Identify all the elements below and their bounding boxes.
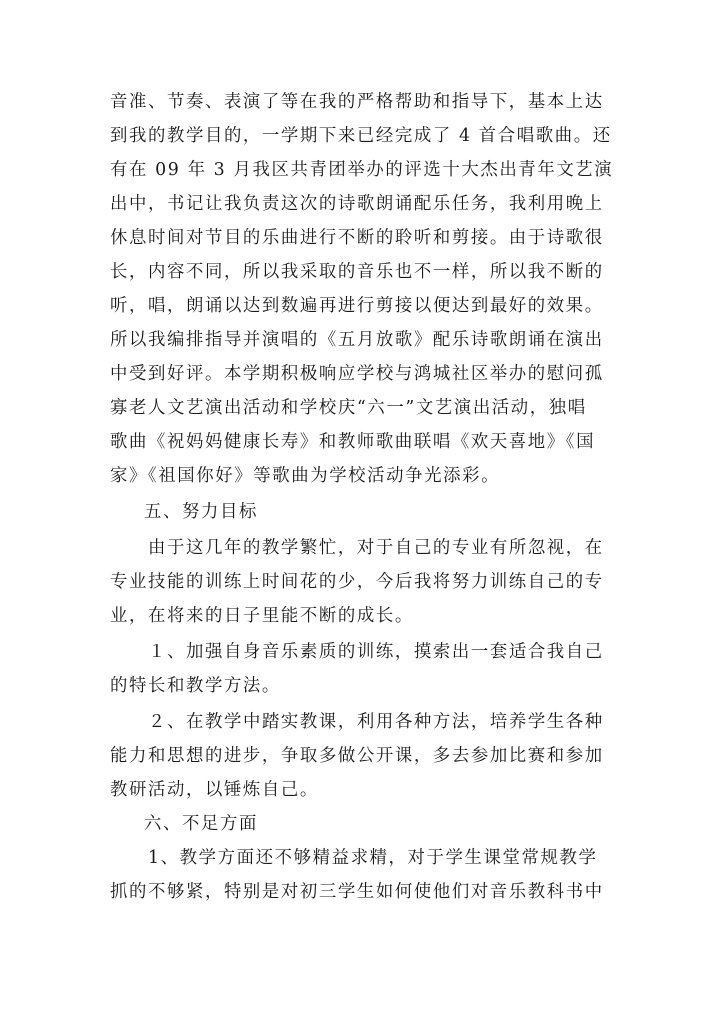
text-line-16: 业，在将来的日子里能不断的成长。 bbox=[110, 606, 414, 626]
text-line-15: 专业技能的训练上时间花的少，今后我将努力训练自己的专 bbox=[110, 572, 604, 592]
text-line-6: 长，内容不同，所以我采取的音乐也不一样，所以我不断的 bbox=[110, 262, 604, 282]
text-line-7: 听，唱，朗诵以达到数遍再进行剪接以便达到最好的效果。 bbox=[110, 296, 604, 316]
text-line-19: ２、在教学中踏实教课，利用各种方法，培养学生各种 bbox=[148, 712, 604, 732]
text-line-24: 抓的不够紧，特别是对初三学生如何使他们对音乐教科书中 bbox=[110, 882, 604, 902]
text-line-17: １、加强自身音乐素质的训练，摸索出一套适合我自己 bbox=[148, 642, 604, 662]
section-heading-shortcomings: 六、不足方面 bbox=[144, 814, 258, 834]
text-line-12: 家》《祖国你好》等歌曲为学校活动争光添彩。 bbox=[110, 466, 501, 486]
text-line-1: 音准、节奏、表演了等在我的严格帮助和指导下，基本上达 bbox=[110, 92, 604, 112]
text-line-20: 能力和思想的进步，争取多做公开课，多去参加比赛和参加 bbox=[110, 746, 604, 766]
text-line-8: 所以我编排指导并演唱的《五月放歌》配乐诗歌朗诵在演出 bbox=[110, 330, 604, 350]
text-line-21: 教研活动，以锤炼自己。 bbox=[110, 780, 319, 800]
text-line-23: 1、教学方面还不够精益求精，对于学生课堂常规教学 bbox=[148, 848, 598, 868]
text-line-11: 歌曲《祝妈妈健康长寿》和教师歌曲联唱《欢天喜地》《国 bbox=[110, 432, 596, 452]
text-line-3: 有在 09 年 3 月我区共青团举办的评选十大杰出青年文艺演 bbox=[110, 160, 614, 180]
text-line-4: 出中，书记让我负责这次的诗歌朗诵配乐任务，我利用晚上 bbox=[110, 194, 604, 214]
section-heading-goals: 五、努力目标 bbox=[144, 502, 258, 522]
text-line-14: 由于这几年的教学繁忙，对于自己的专业有所忽视，在 bbox=[148, 538, 604, 558]
text-line-9: 中受到好评。本学期积极响应学校与鸿城社区举办的慰问孤 bbox=[110, 364, 604, 384]
text-line-2: 到我的教学目的，一学期下来已经完成了 4 首合唱歌曲。还 bbox=[110, 126, 612, 146]
text-line-10: 寡老人文艺演出活动和学校庆“六一”文艺演出活动，独唱 bbox=[110, 398, 587, 418]
text-line-18: 的特长和教学方法。 bbox=[110, 676, 281, 696]
text-line-5: 休息时间对节目的乐曲进行不断的聆听和剪接。由于诗歌很 bbox=[110, 228, 604, 248]
